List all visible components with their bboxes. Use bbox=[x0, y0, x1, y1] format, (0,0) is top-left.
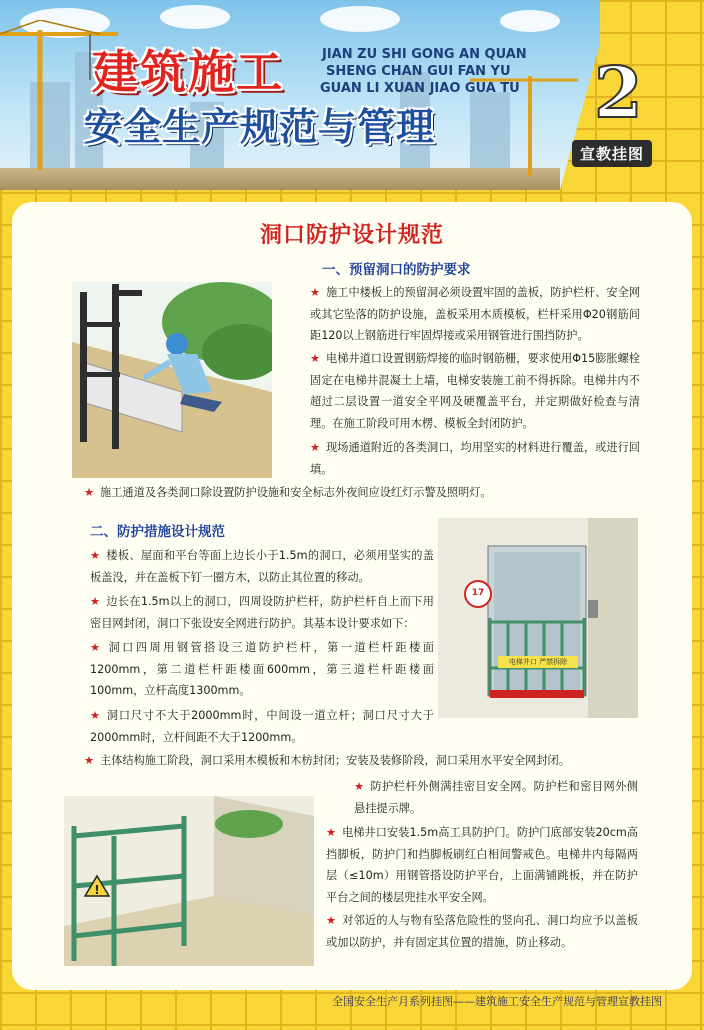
star-bullet-icon: ★ bbox=[310, 286, 321, 299]
list-item: ★ 对邻近的人与物有坠落危险性的竖向孔、洞口均应予以盖板或加以防护，并有固定其位置的措施，防止移动。 bbox=[326, 914, 638, 949]
issue-number: 2 bbox=[594, 51, 643, 134]
main-title-line1: 建筑施工 bbox=[92, 45, 284, 99]
list-item: ★ 主体结构施工阶段，洞口采用木模板和木枋封闭；安装及装修阶段，洞口采用水平安全网封闭。 bbox=[84, 754, 570, 767]
star-bullet-icon: ★ bbox=[90, 595, 101, 608]
list-item: ★ 现场通道附近的各类洞口，均用坚实的材料进行覆盖，或进行回填。 bbox=[310, 441, 640, 476]
star-bullet-icon: ★ bbox=[84, 486, 95, 499]
section2-heading: 二、防护措施设计规范 bbox=[90, 524, 225, 540]
star-bullet-icon: ★ bbox=[84, 754, 95, 767]
guardrail-illustration bbox=[64, 796, 314, 966]
page-title: 洞口防护设计规范 bbox=[259, 223, 444, 248]
list-item: ★ 洞口尺寸不大于2000mm时，中间设一道立杆；洞口尺寸大于2000mm时，立杆间距不大于1200mm。 bbox=[90, 709, 434, 744]
star-bullet-icon: ★ bbox=[310, 441, 321, 454]
star-bullet-icon: ★ bbox=[326, 914, 337, 927]
floor-number-label: 17 bbox=[471, 588, 485, 598]
pinyin-line-1: JIAN ZU SHI GONG AN QUAN bbox=[322, 47, 527, 62]
poster-badge: 宣教挂图 bbox=[572, 140, 652, 167]
star-bullet-icon: ★ bbox=[90, 709, 101, 722]
list-item: ★ 防护栏杆外侧满挂密目安全网。防护栏和密目网外侧悬挂提示牌。 bbox=[354, 780, 638, 815]
star-bullet-icon: ★ bbox=[310, 352, 321, 365]
section1-heading: 一、预留洞口的防护要求 bbox=[322, 262, 471, 278]
star-bullet-icon: ★ bbox=[90, 549, 101, 562]
elevator-warning-sign: 电梯井口 严禁拆除 bbox=[508, 658, 568, 666]
list-item: ★ 施工中楼板上的预留洞必须设置牢固的盖板，防护栏杆、安全网或其它坠落的防护设施，盖板采用木质模板，栏杆采用Φ20钢筋间距120以上钢筋进行牢固焊接或采用钢管进行围挡防护。 bbox=[310, 286, 640, 342]
main-title-line2: 安全生产规范与管理 bbox=[84, 104, 436, 149]
list-item: ★ 施工通道及各类洞口除设置防护设施和安全标志外夜间应设红灯示警及照明灯。 bbox=[84, 486, 492, 499]
footer-caption: 全国安全生产月系列挂图——建筑施工安全生产规范与管理宣教挂图 bbox=[332, 995, 662, 1008]
list-item: ★ 楼板、屋面和平台等面上边长小于1.5m的洞口，必须用坚实的盖板盖没，并在盖板下钉一圈方木，以防止其位置的移动。 bbox=[90, 549, 434, 584]
list-item: ★ 边长在1.5m以上的洞口，四周设防护栏杆，防护栏杆自上而下用密目网封闭，洞口下张设安全网进行防护。其基本设计要求如下： bbox=[90, 595, 434, 630]
elevator-gate-illustration bbox=[438, 518, 638, 718]
star-bullet-icon: ★ bbox=[90, 641, 103, 654]
star-bullet-icon: ★ bbox=[326, 826, 337, 839]
list-item: ★ 电梯井口安装1.5m高工具防护门。防护门底部安装20cm高挡脚板，防护门和挡脚板刷红白相间警戒色。电梯井内每隔两层（≤10m）用钢管搭设防护平台，上面满铺跳板，并在防护平台之间的楼层兜挂水平安全网。 bbox=[326, 826, 638, 904]
list-item: ★ 电梯井道口设置钢筋焊接的临时钢筋栅，要求使用Φ15膨胀螺栓固定在电梯井混凝土上墙，电梯安装施工前不得拆除。电梯井内不超过二层设置一道安全平网及硬覆盖平台，并定期做好检查与清理。在施工阶段可用木楞、模板全封闭防护。 bbox=[310, 352, 640, 430]
worker-hole-illustration bbox=[72, 282, 272, 478]
pinyin-line-2: SHENG CHAN GUI FAN YU bbox=[326, 64, 511, 79]
pinyin-line-3: GUAN LI XUAN JIAO GUA TU bbox=[320, 81, 520, 96]
list-item: ★ 洞口四周用钢管搭设三道防护栏杆，第一道栏杆距楼面1200mm，第二道栏杆距楼面600mm，第三道栏杆距楼面100mm，立杆高度1300mm。 bbox=[90, 641, 434, 697]
star-bullet-icon: ★ bbox=[354, 780, 365, 793]
svg-text:!: ! bbox=[94, 883, 100, 897]
